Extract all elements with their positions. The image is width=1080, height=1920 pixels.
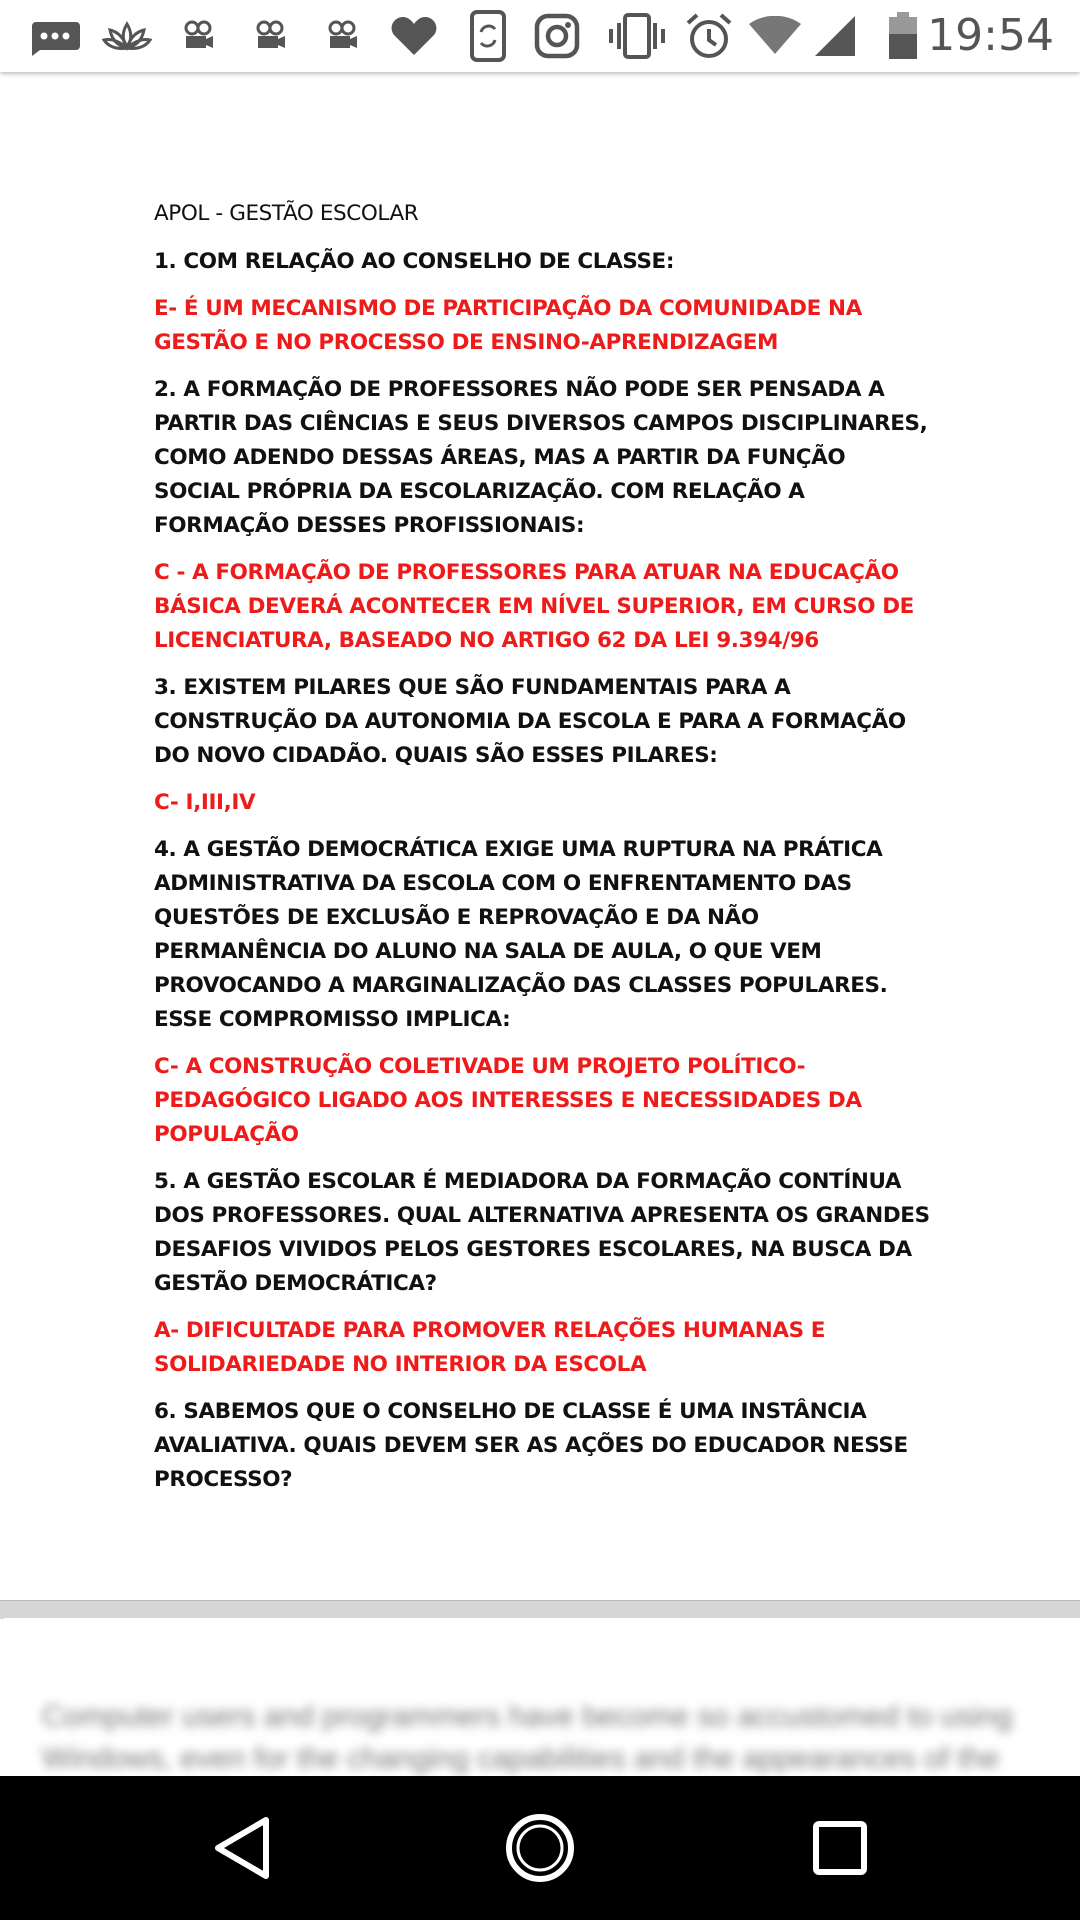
alarm-icon bbox=[684, 12, 734, 60]
question-6: 6. SABEMOS QUE O CONSELHO DE CLASSE É UMA INSTÂNCIA AVALIATIVA. QUAIS DEVEM SER AS AÇÕES DO EDUCADOR NESSE PROCESSO? bbox=[154, 1399, 908, 1492]
question-4: 4. A GESTÃO DEMOCRÁTICA EXIGE UMA RUPTURA NA PRÁTICA ADMINISTRATIVA DA ESCOLA COM O ENFRENTAMENTO DAS QUESTÕES DE EXCLUSÃO E REPROVAÇÃO E DA NÃO PERMANÊNCIA DO ALUNO NA SALA DE AULA, O QUE VEM PROVOCANDO A MARGINALIZAÇÃO DAS CLASSES POPULARES. ESSE COMPROMISSO IMPLICA: bbox=[154, 837, 888, 1032]
document-page[interactable] bbox=[0, 72, 1080, 1600]
instagram-icon bbox=[532, 12, 582, 60]
question-5: 5. A GESTÃO ESCOLAR É MEDIADORA DA FORMAÇÃO CONTÍNUA DOS PROFESSORES. QUAL ALTERNATIVA APRESENTA OS GRANDES DESAFIOS VIVIDOS PELOS GESTORES ESCOLARES, NA BUSCA DA GESTÃO DEMOCRÁTICA? bbox=[154, 1169, 930, 1296]
answer-5: A- DIFICULTADE PARA PROMOVER RELAÇÕES HUMANAS E SOLIDARIEDADE NO INTERIOR DA ESCOLA bbox=[154, 1318, 826, 1377]
chat-bubble-icon bbox=[28, 12, 82, 60]
page-separator bbox=[0, 1600, 1080, 1619]
question-3: 3. EXISTEM PILARES QUE SÃO FUNDAMENTAIS PARA A CONSTRUÇÃO DA AUTONOMIA DA ESCOLA E PARA A FORMAÇÃO DO NOVO CIDADÃO. QUAIS SÃO ESSES PILARES: bbox=[154, 675, 906, 768]
film-reel-icon bbox=[248, 12, 292, 60]
film-reel-icon bbox=[176, 12, 220, 60]
answer-4: C- A CONSTRUÇÃO COLETIVADE UM PROJETO POLÍTICO-PEDAGÓGICO LIGADO AOS INTERESSES E NECESSIDADES DA POPULAÇÃO bbox=[154, 1054, 862, 1147]
document-content bbox=[154, 197, 934, 1510]
battery-icon bbox=[886, 12, 920, 60]
home-button[interactable] bbox=[504, 1812, 576, 1884]
status-bar bbox=[0, 0, 1080, 72]
document-title: APOL - GESTÃO ESCOLAR bbox=[154, 201, 419, 226]
next-page-text: Computer users and programmers have become so accustomed to using Windows, even for the changing capabilities and the appearances of the bbox=[42, 1700, 1013, 1775]
heart-icon bbox=[388, 12, 440, 60]
question-2: 2. A FORMAÇÃO DE PROFESSORES NÃO PODE SER PENSADA A PARTIR DAS CIÊNCIAS E SEUS DIVERSOS CAMPOS DISCIPLINARES, COMO ADENDO DESSAS ÁREAS, MAS A PARTIR DA FUNÇÃO SOCIAL PRÓPRIA DA ESCOLARIZAÇÃO. COM RELAÇÃO A FORMAÇÃO DESSES PROFISSIONAIS: bbox=[154, 377, 928, 538]
answer-1: E- É UM MECANISMO DE PARTICIPAÇÃO DA COMUNIDADE NA GESTÃO E NO PROCESSO DE ENSINO-APRENDIZAGEM bbox=[154, 296, 862, 355]
back-button[interactable] bbox=[206, 1812, 278, 1884]
navigation-bar bbox=[0, 1776, 1080, 1920]
film-reel-icon bbox=[320, 12, 364, 60]
next-document-page[interactable] bbox=[4, 1618, 1080, 1778]
vibrate-icon bbox=[608, 12, 666, 60]
recent-apps-button[interactable] bbox=[804, 1812, 876, 1884]
wifi-icon bbox=[748, 12, 802, 60]
phone-sync-icon bbox=[466, 12, 510, 60]
question-1: 1. COM RELAÇÃO AO CONSELHO DE CLASSE: bbox=[154, 249, 675, 274]
answer-2: C - A FORMAÇÃO DE PROFESSORES PARA ATUAR NA EDUCAÇÃO BÁSICA DEVERÁ ACONTECER EM NÍVEL SUPERIOR, EM CURSO DE LICENCIATURA, BASEADO NO ARTIGO 62 DA LEI 9.394/96 bbox=[154, 560, 914, 653]
clock-time: 19:54 bbox=[927, 10, 1054, 61]
lotus-icon bbox=[100, 12, 154, 60]
cell-signal-icon bbox=[812, 12, 858, 60]
answer-3: C- I,III,IV bbox=[154, 790, 256, 815]
